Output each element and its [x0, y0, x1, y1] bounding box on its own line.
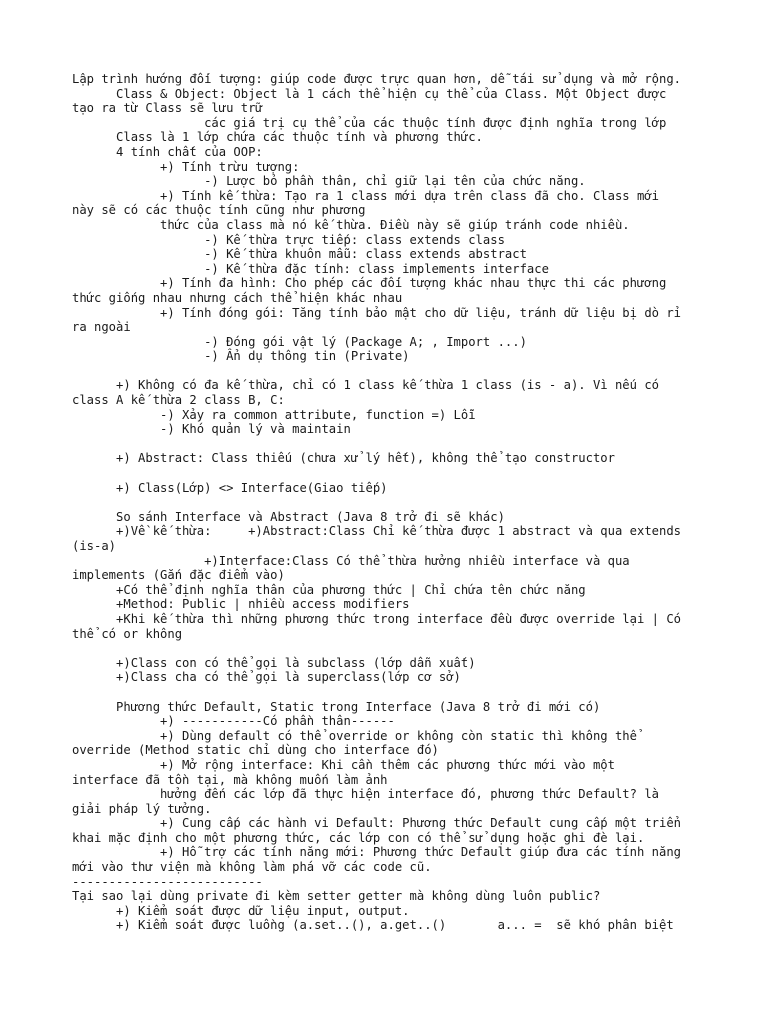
document-line: -) Đóng gói vật lý (Package A; , Import ...): [72, 334, 527, 349]
document-line: -) Ẩn dụ thông tin (Private): [72, 349, 410, 364]
document-line: [72, 685, 700, 700]
document-line: -) Kế thừa trực tiếp: class extends class: [72, 232, 505, 247]
document-line: 4 tính chất của OOP:: [72, 144, 263, 159]
document-line: mới vào thư viện mà không làm phá vỡ các code cũ.: [72, 860, 432, 875]
document-line: -) Kế thừa khuôn mẫu: class extends abstract: [72, 247, 527, 262]
document-line: --------------------------: [72, 874, 263, 889]
document-line: +) Class(Lớp) <> Interface(Giao tiếp): [72, 480, 388, 495]
document-body: [72, 72, 700, 933]
document-line: override (Method static chỉ dùng cho interface đó): [72, 743, 439, 758]
document-line: +) Kiểm soát được luồng (a.set..(), a.get..() a... = sẽ khó phân biệt: [72, 918, 674, 933]
document-line: +) Tính đóng gói: Tăng tính bảo mật cho dữ liệu, tránh dữ liệu bị dò rỉ: [72, 305, 682, 320]
document-line: implements (Gắn đặc điểm vào): [72, 568, 285, 583]
document-line: [72, 495, 700, 510]
document-line: -) Khó quản lý và maintain: [72, 422, 351, 437]
document-line: So sánh Interface và Abstract (Java 8 trở đi sẽ khác): [72, 509, 505, 524]
document-line: +Có thể định nghĩa thân của phương thức | Chỉ chứa tên chức năng: [72, 582, 586, 597]
document-line: interface đã tồn tại, mà không muốn làm ảnh: [72, 772, 388, 787]
document-line: +) Abstract: Class thiếu (chưa xử lý hết), không thể tạo constructor: [72, 451, 615, 466]
document-line: -) Kế thừa đặc tính: class implements interface: [72, 261, 549, 276]
document-line: +) Tính trừu tượng:: [72, 159, 300, 174]
document-line: [72, 641, 700, 656]
document-line: +)Interface:Class Có thể thừa hưởng nhiều interface và qua: [72, 553, 630, 568]
document-line: Tại sao lại dùng private đi kèm setter getter mà không dùng luôn public?: [72, 889, 601, 904]
document-line: +)Class cha có thể gọi là superclass(lớp cơ sở): [72, 670, 461, 685]
document-line: các giá trị cụ thể của các thuộc tính được định nghĩa trong lớp: [72, 115, 667, 130]
document-line: (is-a): [72, 539, 117, 553]
document-line: -) Lược bỏ phần thân, chỉ giữ lại tên của chức năng.: [72, 174, 586, 189]
document-line: -) Xảy ra common attribute, function =) Lỗi: [72, 407, 476, 422]
document-line: +) Cung cấp các hành vi Default: Phương thức Default cung cấp một triển: [72, 816, 682, 831]
document-line: +) Kiểm soát được dữ liệu input, output.: [72, 903, 410, 918]
document-line: ra ngoài: [72, 320, 131, 335]
document-line: +Khi kế thừa thì những phương thức trong interface đều được override lại | Có: [72, 611, 682, 626]
document-line: giải pháp lý tưởng.: [72, 801, 212, 816]
document-line: +Method: Public | nhiều access modifiers: [72, 597, 410, 612]
document-line: khai mặc định cho một phương thức, các lớp con có thể sử dụng hoặc ghi đè lại.: [72, 830, 645, 845]
document-line: thức giống nhau nhưng cách thể hiện khác nhau: [72, 290, 403, 305]
document-line: +) -----------Có phần thân------: [72, 714, 395, 729]
document-line: hưởng đến các lớp đã thực hiện interface đó, phương thức Default? là: [72, 787, 659, 802]
document-line: +) Không có đa kế thừa, chỉ có 1 class kế thừa 1 class (is - a). Vì nếu có: [72, 378, 659, 393]
document-line: +) Dùng default có thể override or không còn static thì không thể: [72, 728, 637, 743]
document-line: [72, 364, 700, 379]
document-line: +) Hỗ trợ các tính năng mới: Phương thức Default giúp đưa các tính năng: [72, 845, 682, 860]
document-line: [72, 466, 700, 481]
document-line: này sẽ có các thuộc tính cũng như phương: [72, 203, 366, 218]
document-line: thức của class mà nó kế thừa. Điều này sẽ giúp tránh code nhiều.: [72, 217, 630, 232]
document-line: thể có or không: [72, 626, 183, 641]
document-line: [72, 437, 700, 452]
document-line: Class & Object: Object là 1 cách thể hiện cụ thể của Class. Một Object được: [72, 86, 667, 101]
document-line: Class là 1 lớp chứa các thuộc tính và phương thức.: [72, 130, 483, 145]
document-line: +) Tính kế thừa: Tạo ra 1 class mới dựa trên class đã cho. Class mới: [72, 188, 659, 203]
document-line: class A kế thừa 2 class B, C:: [72, 393, 285, 408]
document-line: +)Về kế thừa: +)Abstract:Class Chỉ kế thừa được 1 abstract và qua extends: [72, 524, 682, 539]
document-line: Phương thức Default, Static trong Interface (Java 8 trở đi mới có): [72, 699, 601, 714]
document-line: +) Mở rộng interface: Khi cần thêm các phương thức mới vào một: [72, 757, 615, 772]
document-line: Lập trình hướng đối tượng: giúp code được trực quan hơn, dễ tái sử dụng và mở rộng.: [72, 72, 682, 86]
document-line: +) Tính đa hình: Cho phép các đối tượng khác nhau thực thi các phương: [72, 276, 667, 291]
document-line: tạo ra từ Class sẽ lưu trữ: [72, 101, 263, 116]
document-line: +)Class con có thể gọi là subclass (lớp dẫn xuất): [72, 655, 476, 670]
